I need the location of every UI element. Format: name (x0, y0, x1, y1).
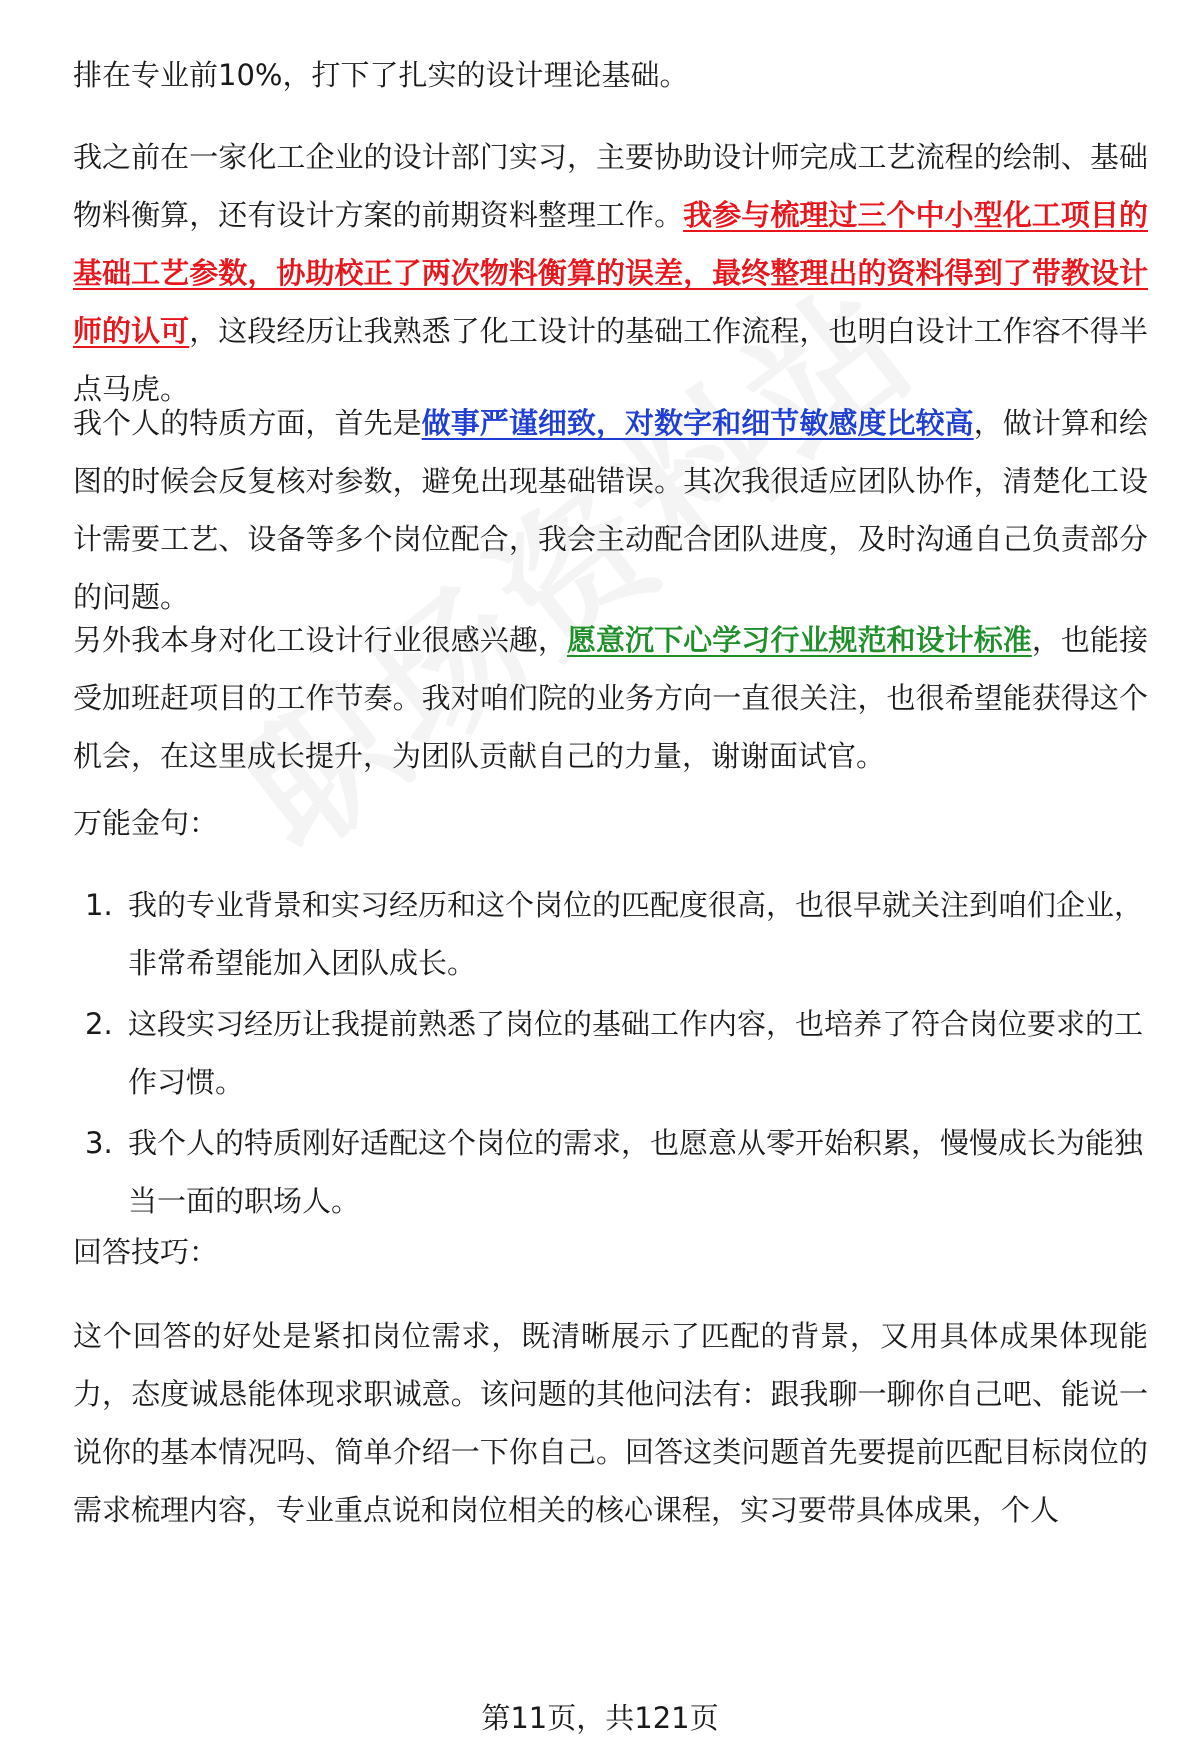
tips-heading: 回答技巧： (73, 1235, 219, 1269)
traits-text-1: 我个人的特质方面，首先是 (73, 406, 422, 440)
list-item (73, 876, 1148, 992)
page-number: 第11页，共121页 (481, 1701, 719, 1735)
list-item (73, 995, 1148, 1111)
interest-text-1: 另外我本身对化工设计行业很感兴趣， (73, 623, 567, 657)
list-item-text: 我的专业背景和实习经历和这个岗位的匹配度很高，也很早就关注到咱们企业，非常希望能加入团队成长。 (128, 888, 1144, 980)
internship-text-2: ，这段经历让我熟悉了化工设计的基础工作流程，也明白设计工作容不得半点马虎。 (73, 314, 1148, 406)
paragraph-top: 排在专业前10%，打下了扎实的设计理论基础。 (73, 58, 689, 92)
interest-highlight: 愿意沉下心学习行业规范和设计标准 (566, 623, 1032, 657)
tips-paragraph: 这个回答的好处是紧扣岗位需求，既清晰展示了匹配的背景，又用具体成果体现能力，态度诚恳能体现求职诚意。该问题的其他问法有：跟我聊一聊你自己吧、能说一说你的基本情况吗、简单介绍一下你自己。回答这类问题首先要提前匹配目标岗位的需求梳理内容，专业重点说和岗位相关的核心课程，实习要带具体成果，个人 (73, 1319, 1148, 1527)
list-item-number: 3. (85, 1126, 113, 1160)
golden-list (73, 876, 1148, 1233)
golden-heading: 万能金句： (73, 806, 219, 840)
list-item-number: 2. (85, 1007, 113, 1041)
internship-text-1: 我之前在一家化工企业的设计部门实习，主要协助设计师完成工艺流程的绘制、基础物料衡算，还有设计方案的前期资料整理工作。 (73, 140, 1148, 232)
paragraph-internship (73, 128, 1148, 418)
paragraph-interest (73, 611, 1148, 785)
traits-highlight: 做事严谨细致，对数字和细节敏感度比较高 (421, 406, 974, 440)
list-item-text: 这段实习经历让我提前熟悉了岗位的基础工作内容，也培养了符合岗位要求的工作习惯。 (128, 1007, 1144, 1099)
internship-highlight: 我参与梳理过三个中小型化工项目的基础工艺参数，协助校正了两次物料衡算的误差，最终整理出的资料得到了带教设计师的认可 (73, 198, 1148, 348)
paragraph-traits (73, 394, 1148, 626)
interest-text-2: ，也能接受加班赶项目的工作节奏。我对咱们院的业务方向一直很关注，也很希望能获得这个机会，在这里成长提升，为团队贡献自己的力量，谢谢面试官。 (73, 623, 1148, 773)
list-item-text: 我个人的特质刚好适配这个岗位的需求，也愿意从零开始积累，慢慢成长为能独当一面的职场人。 (128, 1126, 1144, 1218)
list-item (73, 1114, 1148, 1230)
traits-text-2: ，做计算和绘图的时候会反复核对参数，避免出现基础错误。其次我很适应团队协作，清楚化工设计需要工艺、设备等多个岗位配合，我会主动配合团队进度，及时沟通自己负责部分的问题。 (73, 406, 1148, 614)
list-item-number: 1. (85, 888, 113, 922)
